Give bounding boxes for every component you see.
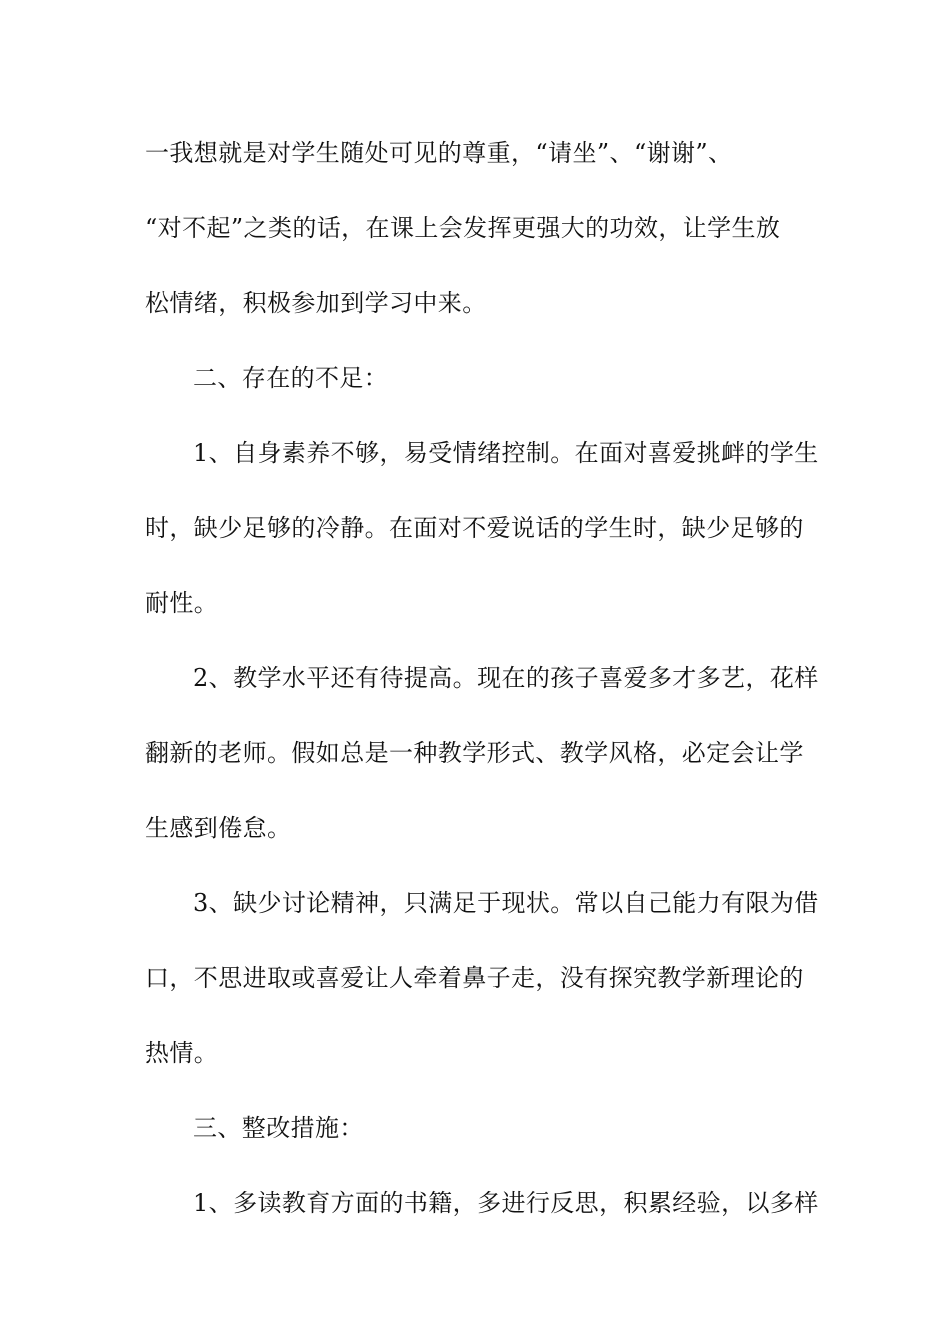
text-line: 1、自身素养不够，易受情绪控制。在面对喜爱挑衅的学生 xyxy=(193,439,819,467)
text-line: 1、多读教育方面的书籍，多进行反思，积累经验，以多样 xyxy=(193,1189,819,1217)
text-line: 松情绪，积极参加到学习中来。 xyxy=(145,289,487,317)
text-line: 翻新的老师。假如总是一种教学形式、教学风格，必定会让学 xyxy=(145,739,804,767)
text-line: 热情。 xyxy=(145,1039,219,1067)
text-line: 2、教学水平还有待提高。现在的孩子喜爱多才多艺，花样 xyxy=(193,664,819,692)
text-line: 口，不思进取或喜爱让人牵着鼻子走，没有探究教学新理论的 xyxy=(145,964,804,992)
text-line: “对不起”之类的话，在课上会发挥更强大的功效，让学生放 xyxy=(145,214,781,242)
section-heading: 三、整改措施： xyxy=(193,1114,364,1142)
text-line: 3、缺少讨论精神，只满足于现状。常以自己能力有限为借 xyxy=(193,889,819,917)
section-heading: 二、存在的不足： xyxy=(193,364,389,392)
text-line: 生感到倦怠。 xyxy=(145,814,292,842)
text-line: 一我想就是对学生随处可见的尊重，“请坐”、“谢谢”、 xyxy=(145,139,733,167)
text-line: 时，缺少足够的冷静。在面对不爱说话的学生时，缺少足够的 xyxy=(145,514,804,542)
text-line: 耐性。 xyxy=(145,589,219,617)
